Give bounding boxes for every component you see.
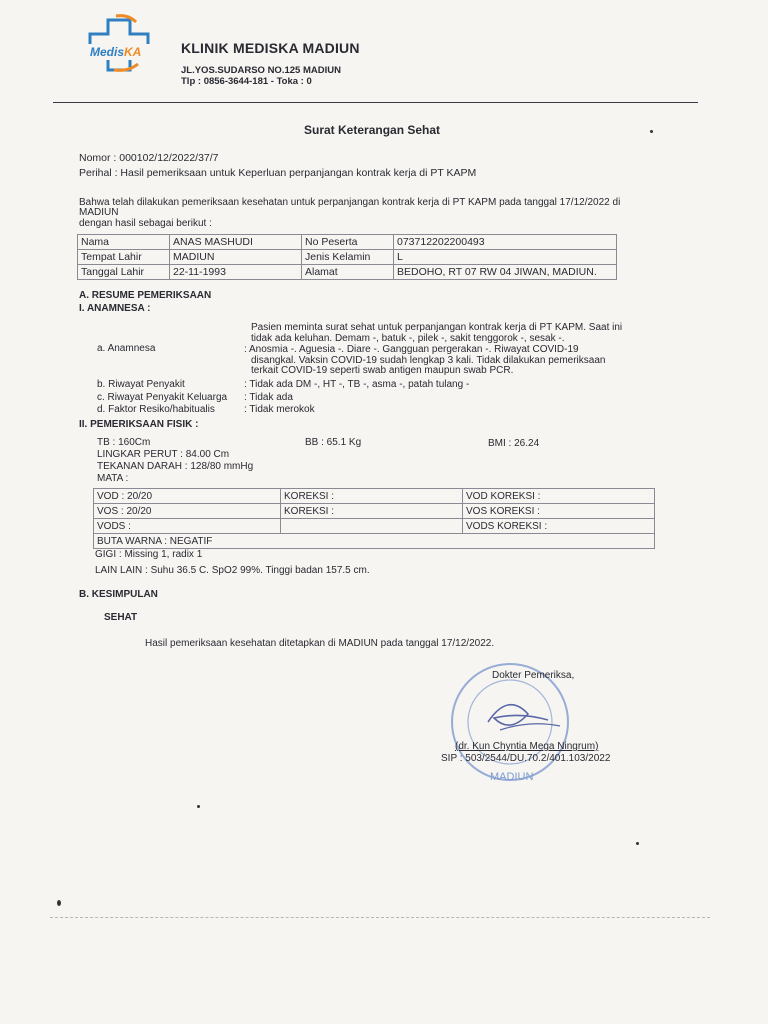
patient-label: Alamat xyxy=(302,265,394,280)
anamnesa-line: Pasien meminta surat sehat untuk perpanjangan kontrak kerja di PT KAPM. Saat ini xyxy=(251,322,623,333)
header-divider xyxy=(53,102,698,103)
section-a-heading: A. RESUME PEMERIKSAAN xyxy=(79,290,212,301)
patient-label: Tempat Lahir xyxy=(78,250,170,265)
bmi-value: BMI : 26.24 xyxy=(488,438,540,449)
clinic-name: KLINIK MEDISKA MADIUN xyxy=(181,40,360,56)
patient-label: No Peserta xyxy=(302,235,394,250)
table-row xyxy=(78,250,617,265)
eye-cell: VOD KOREKSI : xyxy=(463,489,655,504)
eye-cell: VOS : 20/20 xyxy=(94,504,281,519)
eye-cell: VOS KOREKSI : xyxy=(463,504,655,519)
stamp-text: MADIUN xyxy=(490,771,534,783)
lingkar-perut-value: LINGKAR PERUT : 84.00 Cm xyxy=(97,449,230,460)
clinic-phone: Tlp : 0856-3644-181 - Toka : 0 xyxy=(181,76,312,87)
anamnesa-heading: I. ANAMNESA : xyxy=(79,303,151,314)
table-row xyxy=(78,265,617,280)
doctor-sip: SIP : 503/2544/DU.70.2/401.103/2022 xyxy=(441,753,611,764)
eye-cell xyxy=(281,519,463,534)
anamnesa-line: tidak ada keluhan. Demam -, batuk -, pilek -, sakit tenggorok -, sesak -. xyxy=(251,333,565,344)
clinic-address: JL.YOS.SUDARSO NO.125 MADIUN xyxy=(181,65,341,76)
kesimpulan-heading: B. KESIMPULAN xyxy=(79,589,158,600)
patient-value: ANAS MASHUDI xyxy=(170,235,302,250)
intro-line-3: dengan hasil sebagai berikut : xyxy=(79,218,212,229)
nomor-line: Nomor : 000102/12/2022/37/7 xyxy=(79,152,219,164)
faktor-resiko-value: : Tidak merokok xyxy=(244,404,315,415)
clinic-logo xyxy=(78,14,168,74)
bb-value: BB : 65.1 Kg xyxy=(305,437,362,448)
table-row xyxy=(94,534,655,549)
intro-line-2: MADIUN xyxy=(79,207,119,218)
table-row xyxy=(94,504,655,519)
anamnesa-label: a. Anamnesa xyxy=(97,343,156,354)
riwayat-penyakit-label: b. Riwayat Penyakit xyxy=(97,379,185,390)
riwayat-keluarga-value: : Tidak ada xyxy=(244,392,293,403)
scan-speck xyxy=(650,130,653,133)
svg-text:MedisKA: MedisKA xyxy=(90,45,142,59)
eye-cell: VODS : xyxy=(94,519,281,534)
patient-value: MADIUN xyxy=(170,250,302,265)
signature-role: Dokter Pemeriksa, xyxy=(492,670,575,681)
anamnesa-line: disangkal. Vaksin COVID-19 sudah lengkap 3 kali. Tidak dilakukan pemeriksaan xyxy=(251,355,606,366)
kesimpulan-statement: Hasil pemeriksaan kesehatan ditetapkan di MADIUN pada tanggal 17/12/2022. xyxy=(145,638,495,649)
eye-cell: VODS KOREKSI : xyxy=(463,519,655,534)
patient-label: Tanggal Lahir xyxy=(78,265,170,280)
pemeriksaan-fisik-heading: II. PEMERIKSAAN FISIK : xyxy=(79,419,199,430)
patient-info-table xyxy=(77,234,617,280)
gigi-value: GIGI : Missing 1, radix 1 xyxy=(95,549,203,560)
table-row xyxy=(94,519,655,534)
eye-cell: KOREKSI : xyxy=(281,489,463,504)
eye-exam-table xyxy=(93,488,655,549)
scan-speck xyxy=(57,900,61,906)
intro-line-1: Bahwa telah dilakukan pemeriksaan kesehatan untuk perpanjangan kontrak kerja di PT KAPM pada tanggal 17/12/2022 di xyxy=(79,197,621,208)
perihal-line: Perihal : Hasil pemeriksaan untuk Keperluan perpanjangan kontrak kerja di PT KAPM xyxy=(79,167,477,179)
scan-speck xyxy=(636,842,639,845)
anamnesa-line: : Anosmia -. Aguesia -. Diare -. Gangguan pergerakan -. Riwayat COVID-19 xyxy=(244,344,579,355)
eye-cell: KOREKSI : xyxy=(281,504,463,519)
document-title: Surat Keterangan Sehat xyxy=(304,123,441,137)
tb-value: TB : 160Cm xyxy=(97,437,151,448)
patient-label: Jenis Kelamin xyxy=(302,250,394,265)
patient-value: BEDOHO, RT 07 RW 04 JIWAN, MADIUN. xyxy=(394,265,617,280)
lain-lain-value: LAIN LAIN : Suhu 36.5 C. SpO2 99%. Tinggi badan 157.5 cm. xyxy=(95,565,370,576)
mata-label: MATA : xyxy=(97,473,129,484)
patient-value: L xyxy=(394,250,617,265)
buta-warna-cell: BUTA WARNA : NEGATIF xyxy=(94,534,655,549)
table-row xyxy=(94,489,655,504)
riwayat-keluarga-label: c. Riwayat Penyakit Keluarga xyxy=(97,392,228,403)
anamnesa-line: terkait COVID-19 seperti swab antigen maupun swab PCR. xyxy=(251,365,514,376)
faktor-resiko-label: d. Faktor Resiko/habitualis xyxy=(97,404,215,415)
tekanan-darah-value: TEKANAN DARAH : 128/80 mmHg xyxy=(97,461,254,472)
riwayat-penyakit-value: : Tidak ada DM -, HT -, TB -, asma -, patah tulang - xyxy=(244,379,470,390)
scan-speck xyxy=(197,805,200,808)
eye-cell: VOD : 20/20 xyxy=(94,489,281,504)
doctor-name: (dr. Kun Chyntia Mega Ningrum) xyxy=(455,741,599,752)
patient-label: Nama xyxy=(78,235,170,250)
kesimpulan-result: SEHAT xyxy=(104,612,138,623)
patient-value: 22-11-1993 xyxy=(170,265,302,280)
page-separator xyxy=(50,917,710,918)
table-row xyxy=(78,235,617,250)
patient-value: 073712202200493 xyxy=(394,235,617,250)
